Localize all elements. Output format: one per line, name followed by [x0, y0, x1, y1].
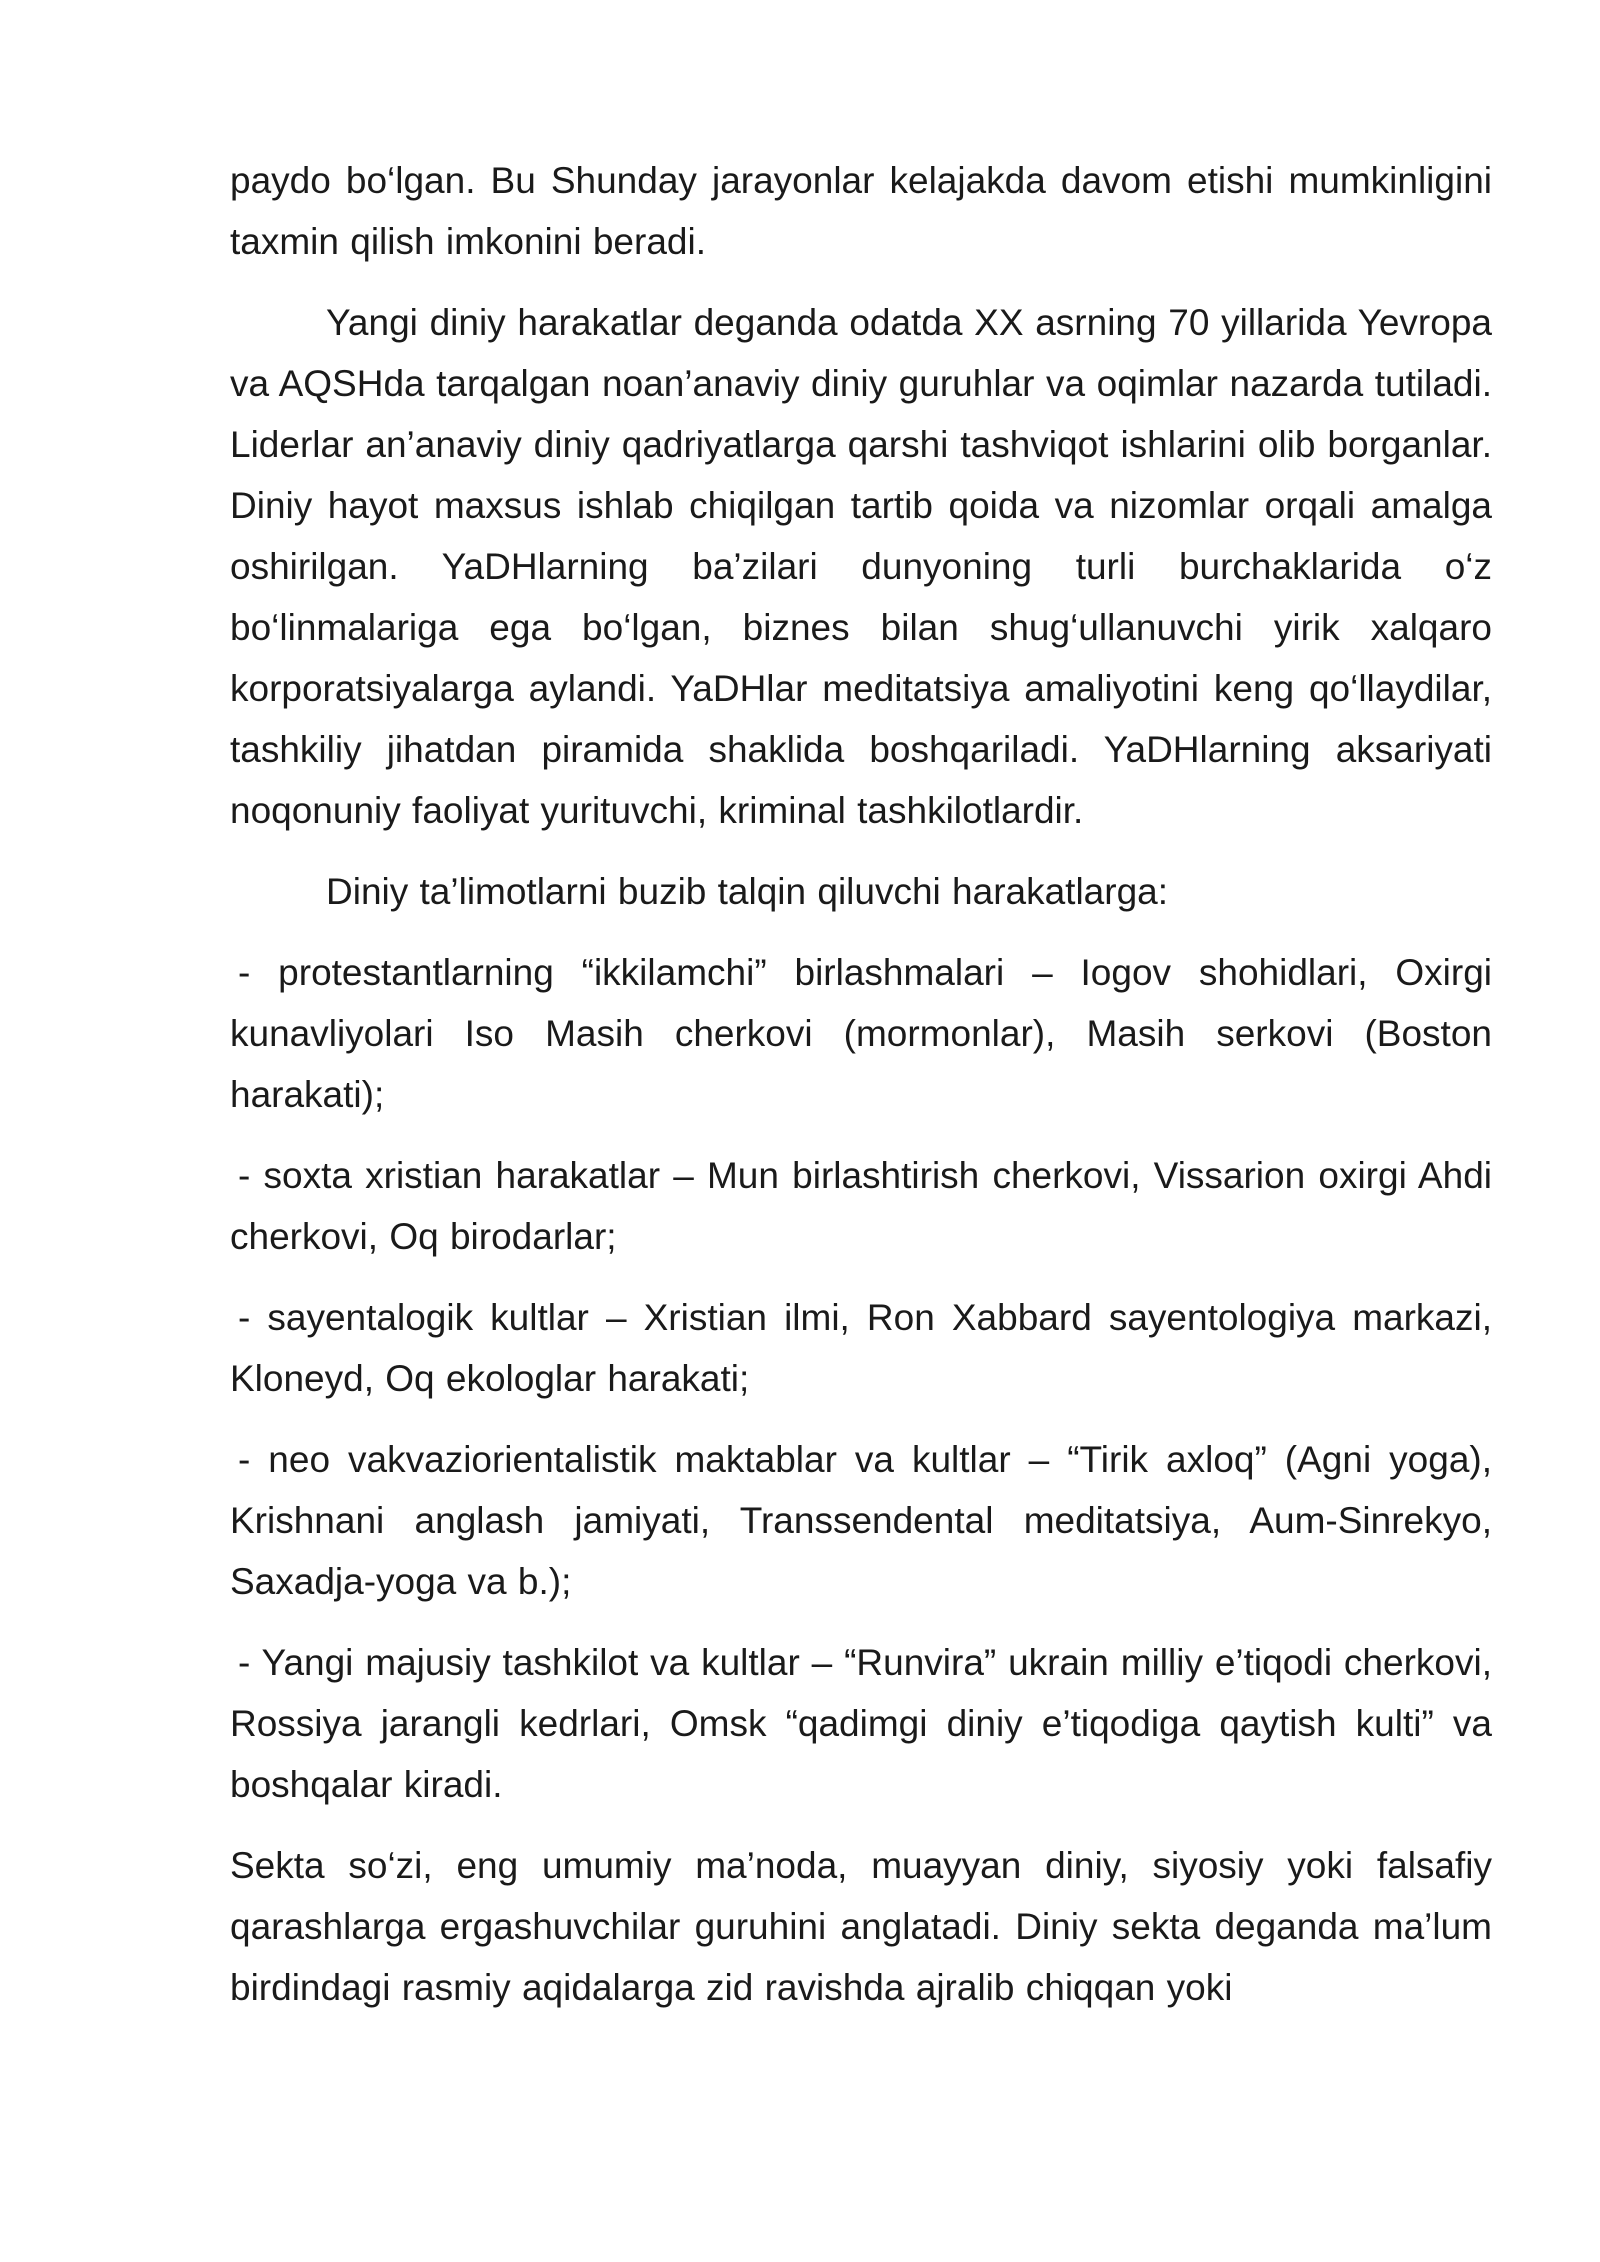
list-item-neo-pagan: - Yangi majusiy tashkilot va kultlar – “Runvira” ukrain milliy e’tiqodi cherkovi, Rossiya jarangli kedrlari, Omsk “qadimgi diniy e’tiqodiga qaytish kulti” va boshqalar kiradi. [230, 1642, 1492, 1805]
list-item-scientological: - sayentalogik kultlar – Xristian ilmi, Ron Xabbard sayentologiya markazi, Kloneyd, Oq ekologlar harakati; [230, 1297, 1492, 1399]
list-item-neo-orientalist: - neo vakvaziorientalistik maktablar va kultlar – “Tirik axloq” (Agni yoga), Krishnani anglash jamiyati, Transsendental meditatsiya, Aum-Sinrekyo, Saxadja-yoga va b.); [230, 1439, 1492, 1602]
paragraph-sekta-definition: Sekta so‘zi, eng umumiy ma’noda, muayyan diniy, siyosiy yoki falsafiy qarashlarga ergashuvchilar guruhini anglatadi. Diniy sekta deganda ma’lum birdindagi rasmiy aqidalarga zid ravishda ajralib chiqqan yoki [230, 1845, 1492, 2008]
paragraph-new-religious-movements: Yangi diniy harakatlar deganda odatda XX asrning 70 yillarida Yevropa va AQSHda tarqalgan noan’anaviy diniy guruhlar va oqimlar nazarda tutiladi. Liderlar an’anaviy diniy qadriyatlarga qarshi tashviqot ishlarini olib borganlar. Diniy hayot maxsus ishlab chiqilgan tartib qoida va nizomlar orqali amalga oshirilgan. YaDHlarning ba’zilari dunyoning turli burchaklarida o‘z bo‘linmalariga ega bo‘lgan, biznes bilan shug‘ullanuvchi yirik xalqaro korporatsiyalarga aylandi. YaDHlar meditatsiya amaliyotini keng qo‘llaydilar, tashkiliy jihatdan piramida shaklida boshqariladi. YaDHlarning aksariyati noqonuniy faoliyat yurituvchi, kriminal tashkilotlardir. [230, 302, 1492, 831]
list-item-protestant: - protestantlarning “ikkilamchi” birlashmalari – Iogov shohidlari, Oxirgi kunavliyolari Iso Masih cherkovi (mormonlar), Masih serkovi (Boston harakati); [230, 952, 1492, 1115]
paragraph-list-intro: Diniy ta’limotlarni buzib talqin qiluvchi harakatlarga: [326, 871, 1169, 912]
list-item-pseudo-christian: - soxta xristian harakatlar – Mun birlashtirish cherkovi, Vissarion oxirgi Ahdi cherkovi, Oq birodarlar; [230, 1155, 1492, 1257]
paragraph-continuation: paydo bo‘lgan. Bu Shunday jarayonlar kelajakda davom etishi mumkinligini taxmin qilish imkonini beradi. [230, 160, 1492, 262]
document-page [230, 150, 1492, 2038]
